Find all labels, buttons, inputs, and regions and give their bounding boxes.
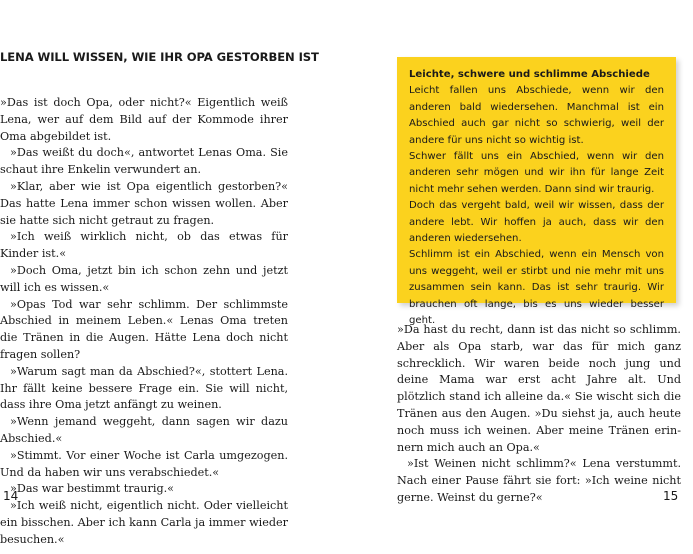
page-number-right: 15 (663, 489, 679, 503)
info-box-paragraph: Doch das vergeht bald, weil wir wissen, dass der andere lebt. Wir hoffen ja auch, dass wir den anderen wiedersehen. (409, 200, 664, 245)
page-number-left: 14 (3, 489, 19, 503)
paragraph: »Ich weiß wirklich nicht, ob das etwas für Kinder ist.« (0, 230, 288, 261)
paragraph: »Warum sagt man da Abschied?«, stottert Lena. Ihr fällt keine bessere Frage ein. Sie will nicht, dass ihre Oma jetzt anfängt zu weinen. (0, 364, 288, 412)
paragraph: »Ist Weinen nicht schlimm?« Lena verstummt. Nach einer Pause fährt sie fort: »Ich weine nicht gerne. Weinst du gerne?« (397, 457, 681, 504)
info-box-paragraph: Leicht fallen uns Abschiede, wenn wir den anderen bald wiedersehen. Manchmal ist ein Abschied auch gar nicht so schwierig, weil der andere für uns nicht so wichtig ist. (409, 85, 664, 146)
paragraph: »Ich weiß nicht, eigentlich nicht. Oder vielleicht ein bisschen. Aber ich kann Carla ja immer wieder besuchen.« (0, 499, 288, 546)
right-page-body (397, 322, 681, 507)
paragraph: »Klar, aber wie ist Opa eigentlich gestorben?« Das hatte Lena immer schon wissen wollen. Aber sie hatte sich nicht getraut zu fragen. (0, 179, 288, 227)
info-box (397, 57, 676, 327)
info-box-paragraph: Schwer fällt uns ein Abschied, wenn wir den anderen sehr mögen und wir ihn für lange Zeit nicht mehr sehen werden. Dann sind wir traurig. (409, 151, 664, 195)
paragraph: »Das weißt du doch«, antwortet Lenas Oma. Sie schaut ihre Enkelin verwundert an. (0, 146, 288, 177)
paragraph: »Das war bestimmt traurig.« (10, 482, 175, 496)
chapter-heading: LENA WILL WISSEN, WIE IHR OPA GESTORBEN IST (0, 50, 319, 64)
paragraph: »Stimmt. Vor einer Woche ist Carla umgezogen. Und da haben wir uns verabschiedet.« (0, 448, 288, 479)
info-box-title: Leichte, schwere und schlimme Abschiede (409, 69, 650, 80)
info-box-paragraph: Schlimm ist ein Abschied, wenn ein Mensch von uns weggeht, weil er stirbt und nie mehr mit uns zusammen sein kann. Das ist sehr traurig. Wir brauchen oft lange, bis es uns wieder besser geht. (409, 249, 664, 327)
paragraph: »Da hast du recht, dann ist das nicht so schlimm. Aber als Opa starb, war das für mich ganz schrecklich. Wir waren beide noch jung und deine Mama war erst acht Jahre alt. Und plötzlich stand ich alleine da.« Sie wischt sich die Tränen aus den Augen. »Du siehst ja, auch heute noch muss ich weinen. Aber meine Tränen erinnern mich auch an Opa.« (397, 323, 681, 454)
paragraph: »Das ist doch Opa, oder nicht?« Eigentlich weiß Lena, wer auf dem Bild auf der Kommode ihrer Oma abgebildet ist. (0, 96, 288, 143)
paragraph: »Wenn jemand weggeht, dann sagen wir dazu Abschied.« (0, 415, 288, 445)
paragraph: »Opas Tod war sehr schlimm. Der schlimmste Abschied in meinem Leben.« Lenas Oma treten die Tränen in die Augen. Hätte Lena doch nicht fragen sollen? (0, 297, 288, 361)
paragraph: »Doch Oma, jetzt bin ich schon zehn und jetzt will ich es wissen.« (0, 263, 288, 294)
left-page-body (0, 95, 288, 549)
